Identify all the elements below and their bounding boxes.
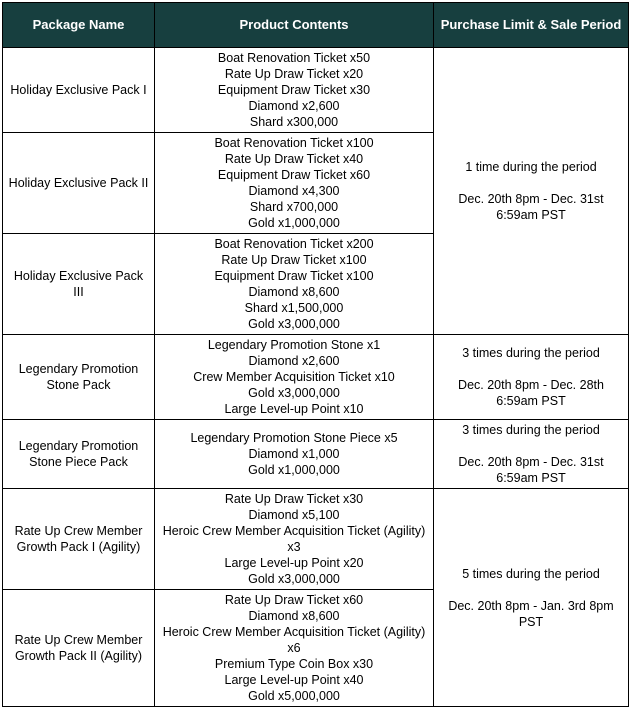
content-item: Diamond x2,600 — [248, 354, 340, 368]
content-item: Boat Renovation Ticket x50 — [217, 51, 371, 65]
package-name-cell: Legendary Promotion Stone Pack — [3, 335, 155, 420]
header-row — [3, 3, 629, 48]
content-item: Shard x700,000 — [249, 200, 339, 214]
content-item: Diamond x4,300 — [248, 184, 340, 198]
product-contents-cell — [155, 133, 434, 234]
content-item: Gold x3,000,000 — [248, 317, 340, 331]
package-name-cell: Holiday Exclusive Pack I — [3, 48, 155, 133]
content-item: Large Level-up Point x10 — [224, 402, 364, 416]
package-name-cell: Holiday Exclusive Pack II — [3, 133, 155, 234]
package-table — [2, 2, 629, 707]
content-item: Diamond x8,600 — [248, 609, 340, 623]
content-item: Diamond x1,000 — [248, 447, 340, 461]
content-item: Rate Up Draw Ticket x60 — [224, 593, 364, 607]
content-item: Legendary Promotion Stone x1 — [207, 338, 381, 352]
product-contents-cell — [155, 420, 434, 489]
content-item: Boat Renovation Ticket x200 — [214, 237, 374, 251]
header-purchase-limit: Purchase Limit & Sale Period — [434, 3, 629, 48]
purchase-period-cell — [434, 420, 629, 489]
content-item: Large Level-up Point x20 — [224, 556, 364, 570]
purchase-limit: 3 times during the period — [462, 423, 600, 437]
content-item: Rate Up Draw Ticket x100 — [221, 253, 367, 267]
purchase-period-cell — [434, 335, 629, 420]
header-product-contents: Product Contents — [155, 3, 434, 48]
content-item: Rate Up Draw Ticket x30 — [224, 492, 364, 506]
purchase-limit: 1 time during the period — [465, 160, 597, 174]
content-item: Equipment Draw Ticket x30 — [217, 83, 371, 97]
package-name-cell: Rate Up Crew Member Growth Pack I (Agility) — [3, 489, 155, 590]
content-item: Crew Member Acquisition Ticket x10 — [193, 370, 395, 384]
product-contents-cell — [155, 335, 434, 420]
content-item: Equipment Draw Ticket x100 — [214, 269, 374, 283]
product-contents-cell — [155, 234, 434, 335]
content-item: Gold x1,000,000 — [248, 463, 340, 477]
content-item: Rate Up Draw Ticket x20 — [224, 67, 364, 81]
content-item: Heroic Crew Member Acquisition Ticket (Agility) x3 — [162, 524, 426, 554]
content-item: Large Level-up Point x40 — [224, 673, 364, 687]
table-row — [3, 489, 629, 590]
product-contents-cell — [155, 590, 434, 707]
content-item: Boat Renovation Ticket x100 — [214, 136, 374, 150]
sale-period: Dec. 20th 8pm - Dec. 31st 6:59am PST — [458, 455, 604, 485]
content-item: Equipment Draw Ticket x60 — [217, 168, 371, 182]
package-name-cell: Rate Up Crew Member Growth Pack II (Agility) — [3, 590, 155, 707]
purchase-period-cell — [434, 48, 629, 335]
content-item: Legendary Promotion Stone Piece x5 — [190, 431, 398, 445]
content-item: Gold x5,000,000 — [248, 689, 340, 703]
sale-period: Dec. 20th 8pm - Dec. 28th 6:59am PST — [458, 378, 604, 408]
content-item: Shard x300,000 — [249, 115, 339, 129]
table-row — [3, 48, 629, 133]
purchase-limit: 3 times during the period — [462, 346, 600, 360]
sale-period: Dec. 20th 8pm - Jan. 3rd 8pm PST — [448, 598, 614, 629]
package-name-cell: Holiday Exclusive Pack III — [3, 234, 155, 335]
content-item: Diamond x2,600 — [248, 99, 340, 113]
package-name-cell: Legendary Promotion Stone Piece Pack — [3, 420, 155, 489]
content-item: Rate Up Draw Ticket x40 — [224, 152, 364, 166]
table-row — [3, 335, 629, 420]
sale-period: Dec. 20th 8pm - Dec. 31st 6:59am PST — [458, 192, 604, 222]
content-item: Gold x3,000,000 — [248, 572, 340, 586]
table-row — [3, 420, 629, 489]
content-item: Gold x3,000,000 — [248, 386, 340, 400]
product-contents-cell — [155, 48, 434, 133]
content-item: Shard x1,500,000 — [244, 301, 344, 315]
purchase-limit: 5 times during the period — [462, 566, 600, 581]
content-item: Premium Type Coin Box x30 — [214, 657, 374, 671]
content-item: Diamond x5,100 — [248, 508, 340, 522]
product-contents-cell — [155, 489, 434, 590]
content-item: Diamond x8,600 — [248, 285, 340, 299]
content-item: Gold x1,000,000 — [248, 216, 340, 230]
purchase-period-cell — [434, 489, 629, 707]
content-item: Heroic Crew Member Acquisition Ticket (Agility) x6 — [162, 625, 426, 655]
header-package-name: Package Name — [3, 3, 155, 48]
